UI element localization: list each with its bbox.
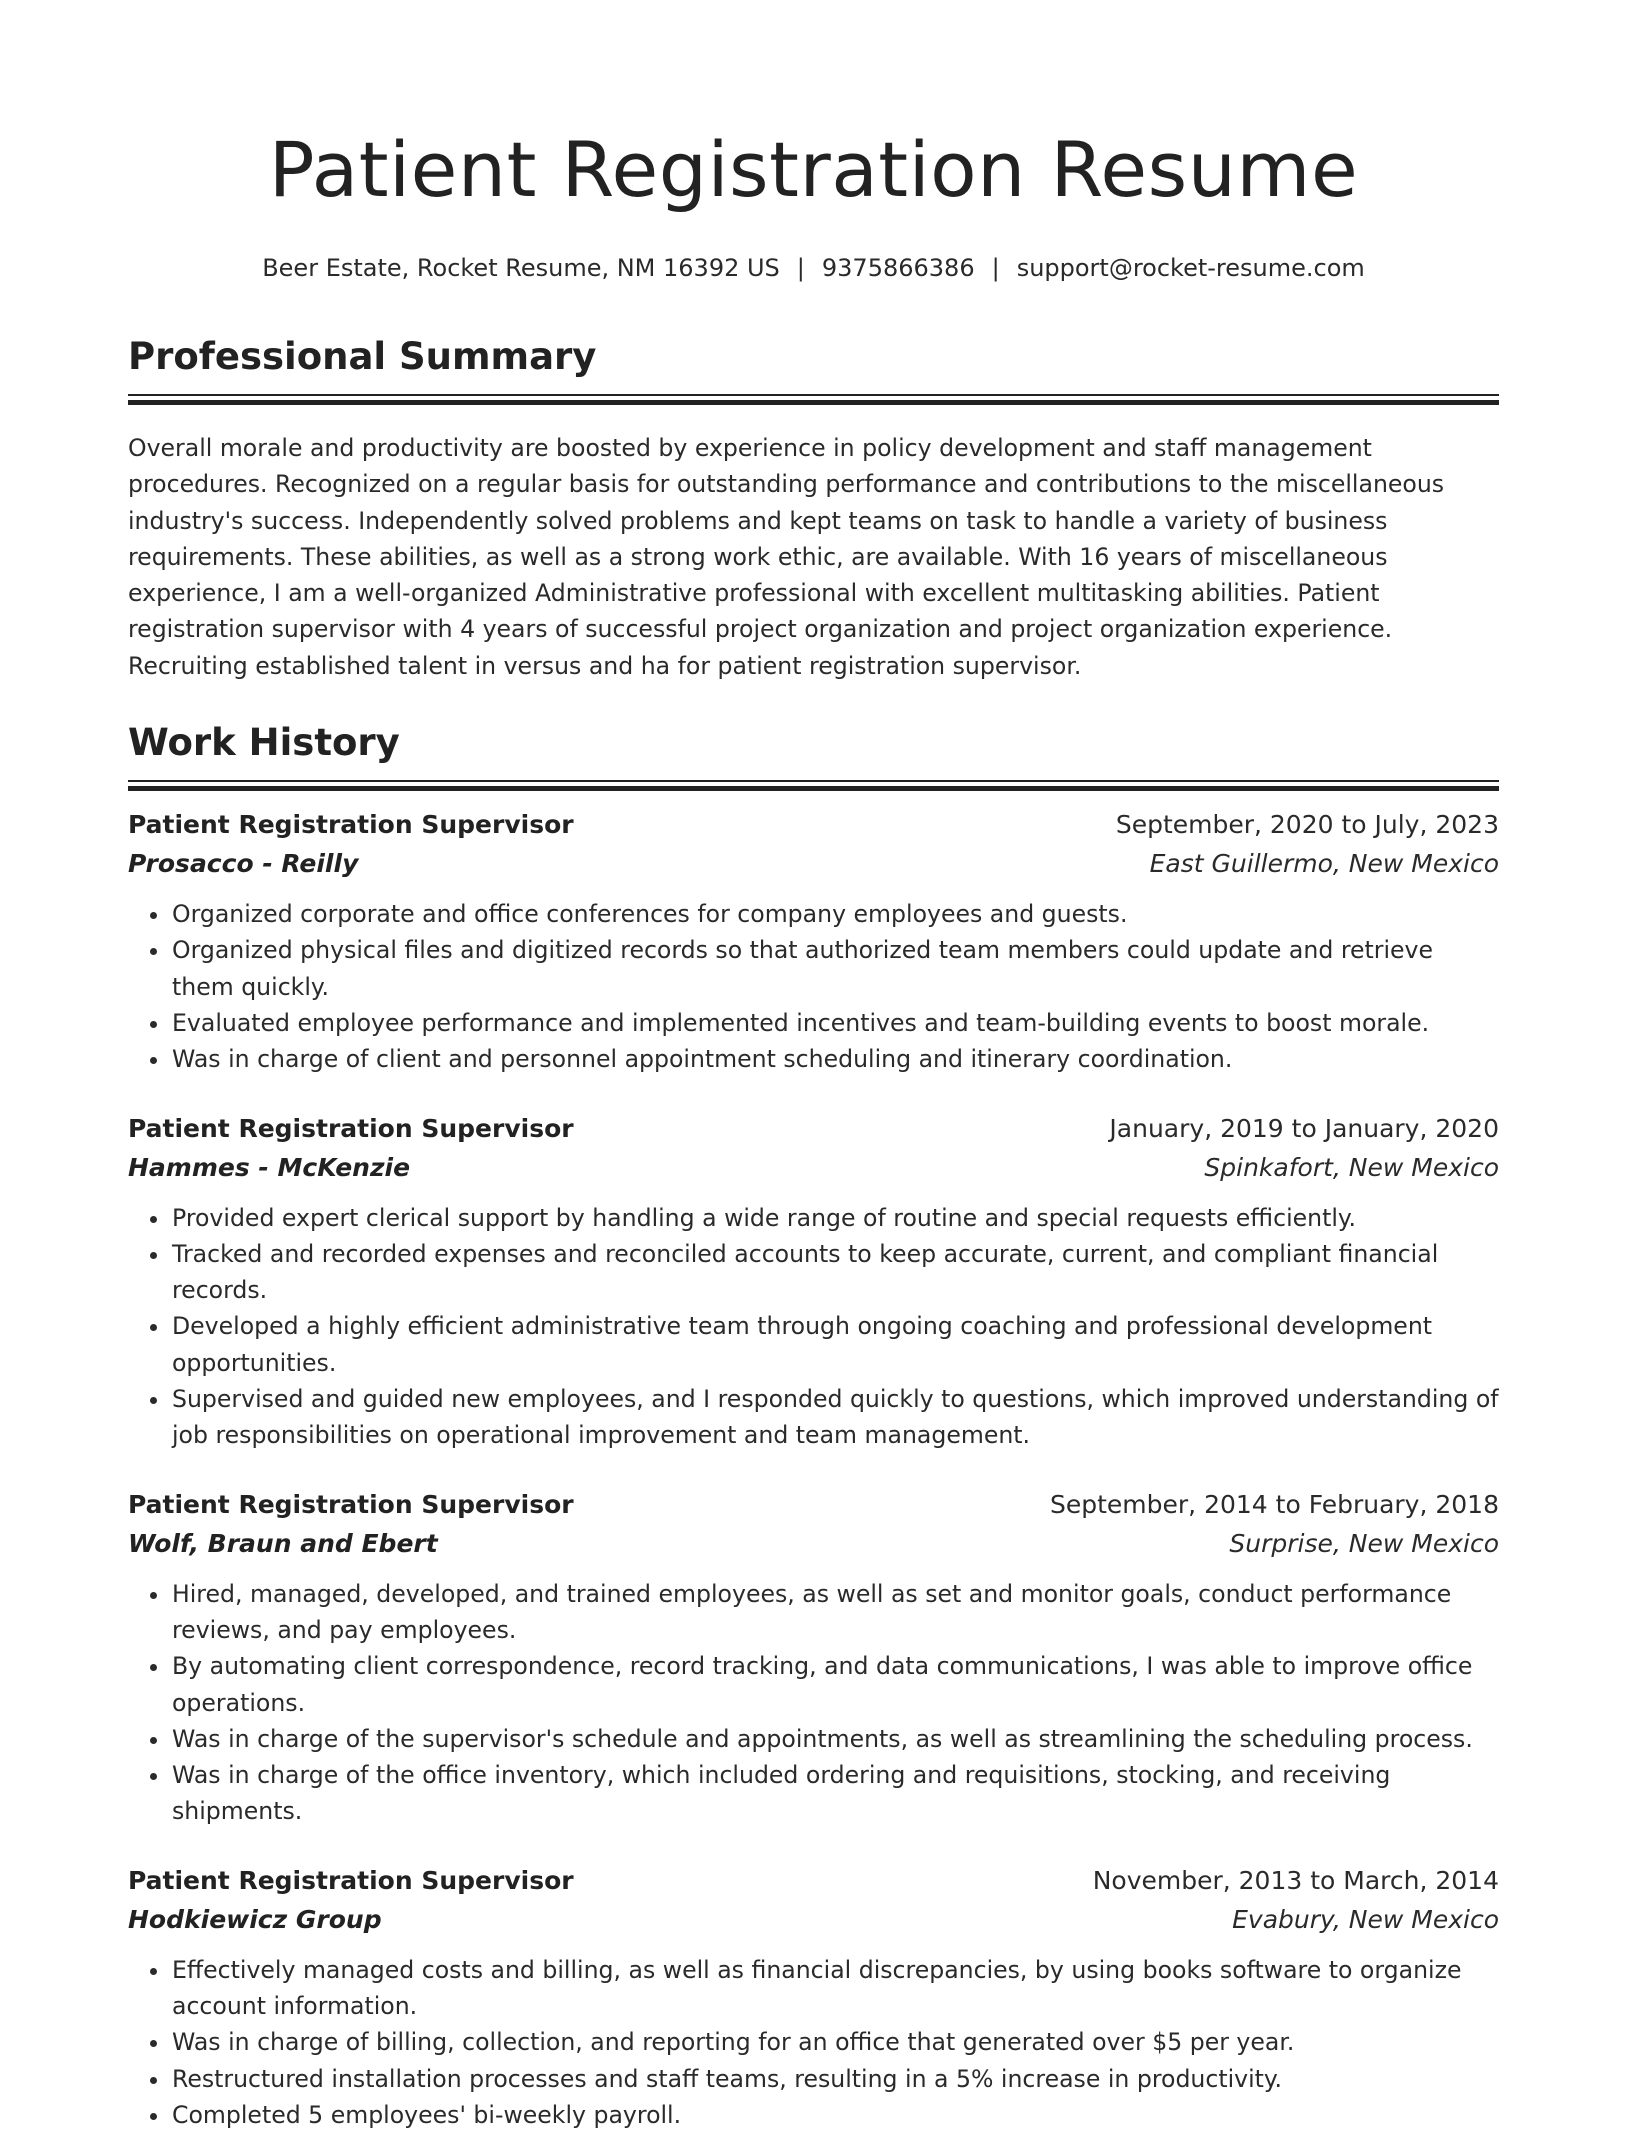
job-bullet-list bbox=[128, 1200, 1499, 1454]
section-heading-summary: Professional Summary bbox=[128, 335, 597, 378]
job-header-row bbox=[128, 1486, 1499, 1524]
job-bullet: • Restructured installation processes and staff teams, resulting in a 5% increase in productivity. bbox=[171, 2061, 1499, 2097]
job-bullet: • Tracked and recorded expenses and reconciled accounts to keep accurate, current, and compliant financial records. bbox=[171, 1236, 1499, 1309]
job-title: Patient Registration Supervisor bbox=[128, 1489, 574, 1519]
job-dates: November, 2013 to March, 2014 bbox=[1092, 1865, 1499, 1895]
job-bullet: • Effectively managed costs and billing, as well as financial discrepancies, by using books software to organize account information. bbox=[171, 1952, 1499, 2025]
job-bullet: • Was in charge of client and personnel appointment scheduling and itinerary coordination. bbox=[171, 1041, 1499, 1077]
contact-separator: | bbox=[796, 254, 805, 282]
resume-page bbox=[128, 0, 1499, 2133]
contact-separator: | bbox=[991, 254, 1000, 282]
job-bullet-list bbox=[128, 896, 1499, 1077]
contact-phone: 9375866386 bbox=[821, 254, 975, 282]
section-divider bbox=[128, 780, 1499, 782]
job-bullet: • Organized corporate and office conferences for company employees and guests. bbox=[171, 896, 1499, 932]
job-entry bbox=[128, 806, 1499, 1077]
job-company-row bbox=[128, 1900, 1499, 1940]
job-bullet: • Was in charge of the office inventory, which included ordering and requisitions, stocking, and receiving shipments. bbox=[171, 1757, 1499, 1830]
section-heading-work-history: Work History bbox=[128, 721, 400, 765]
job-entry bbox=[128, 1862, 1499, 2133]
job-bullet: • Hired, managed, developed, and trained employees, as well as set and monitor goals, conduct performance reviews, and pay employees. bbox=[171, 1576, 1499, 1649]
job-dates: January, 2019 to January, 2020 bbox=[1109, 1113, 1499, 1143]
job-header-row bbox=[128, 1110, 1499, 1148]
resume-title: Patient Registration Resume bbox=[268, 125, 1359, 214]
job-title: Patient Registration Supervisor bbox=[128, 1865, 574, 1895]
job-company: Prosacco - Reilly bbox=[128, 849, 359, 879]
job-title: Patient Registration Supervisor bbox=[128, 810, 574, 840]
job-location: Surprise, New Mexico bbox=[1229, 1528, 1499, 1558]
job-bullet: • Completed 5 employees' bi-weekly payroll. bbox=[171, 2097, 1499, 2133]
job-company: Hodkiewicz Group bbox=[128, 1904, 382, 1934]
summary-text: Overall morale and productivity are boosted by experience in policy development and staff management procedures. Recognized on a regular basis for outstanding performance and contributions to the miscellaneous industry's success. Independently solved problems and kept teams on task to handle a variety of business requirements. These abilities, as well as a strong work ethic, are available. With 16 years of miscellaneous experience, I am a well-organized Administrative professional with excellent multitasking abilities. Patient registration supervisor with 4 years of successful project organization and project organization experience. Recruiting established talent in versus and ha for patient registration supervisor. bbox=[128, 434, 1445, 680]
contact-email: support@rocket-resume.com bbox=[1016, 254, 1365, 282]
job-header-row bbox=[128, 806, 1499, 844]
section-divider bbox=[128, 394, 1499, 396]
job-location: East Guillermo, New Mexico bbox=[1149, 849, 1499, 879]
job-bullet: • Was in charge of the supervisor's schedule and appointments, as well as streamlining the scheduling process. bbox=[171, 1721, 1499, 1757]
job-header-row bbox=[128, 1862, 1499, 1900]
job-bullet: • Was in charge of billing, collection, and reporting for an office that generated over $5 per year. bbox=[171, 2024, 1499, 2060]
job-title: Patient Registration Supervisor bbox=[128, 1113, 574, 1143]
job-entry bbox=[128, 1486, 1499, 1830]
job-company-row bbox=[128, 1524, 1499, 1564]
job-bullet: • Developed a highly efficient administrative team through ongoing coaching and professional development opportunities. bbox=[171, 1308, 1499, 1381]
contact-line bbox=[128, 250, 1499, 286]
job-dates: September, 2020 to July, 2023 bbox=[1115, 810, 1499, 840]
job-company: Wolf, Braun and Ebert bbox=[128, 1528, 438, 1558]
work-history-section bbox=[128, 718, 1499, 2133]
contact-address: Beer Estate, Rocket Resume, NM 16392 US bbox=[262, 254, 780, 282]
job-bullet: • Provided expert clerical support by handling a wide range of routine and special requests efficiently. bbox=[171, 1200, 1499, 1236]
job-bullet: • Organized physical files and digitized records so that authorized team members could update and retrieve them quickly. bbox=[171, 932, 1499, 1005]
professional-summary-section bbox=[128, 332, 1499, 684]
job-entry bbox=[128, 1110, 1499, 1454]
job-location: Spinkafort, New Mexico bbox=[1204, 1152, 1499, 1182]
job-company-row bbox=[128, 844, 1499, 884]
job-bullet-list bbox=[128, 1576, 1499, 1830]
job-location: Evabury, New Mexico bbox=[1232, 1904, 1499, 1934]
job-bullet: • Evaluated employee performance and implemented incentives and team-building events to boost morale. bbox=[171, 1005, 1499, 1041]
job-bullet: • Supervised and guided new employees, and I responded quickly to questions, which improved understanding of job responsibilities on operational improvement and team management. bbox=[171, 1381, 1499, 1454]
job-bullet-list bbox=[128, 1952, 1499, 2133]
job-dates: September, 2014 to February, 2018 bbox=[1050, 1489, 1499, 1519]
job-company-row bbox=[128, 1148, 1499, 1188]
job-bullet: • By automating client correspondence, record tracking, and data communications, I was able to improve office operations. bbox=[171, 1648, 1499, 1721]
job-company: Hammes - McKenzie bbox=[128, 1152, 411, 1182]
